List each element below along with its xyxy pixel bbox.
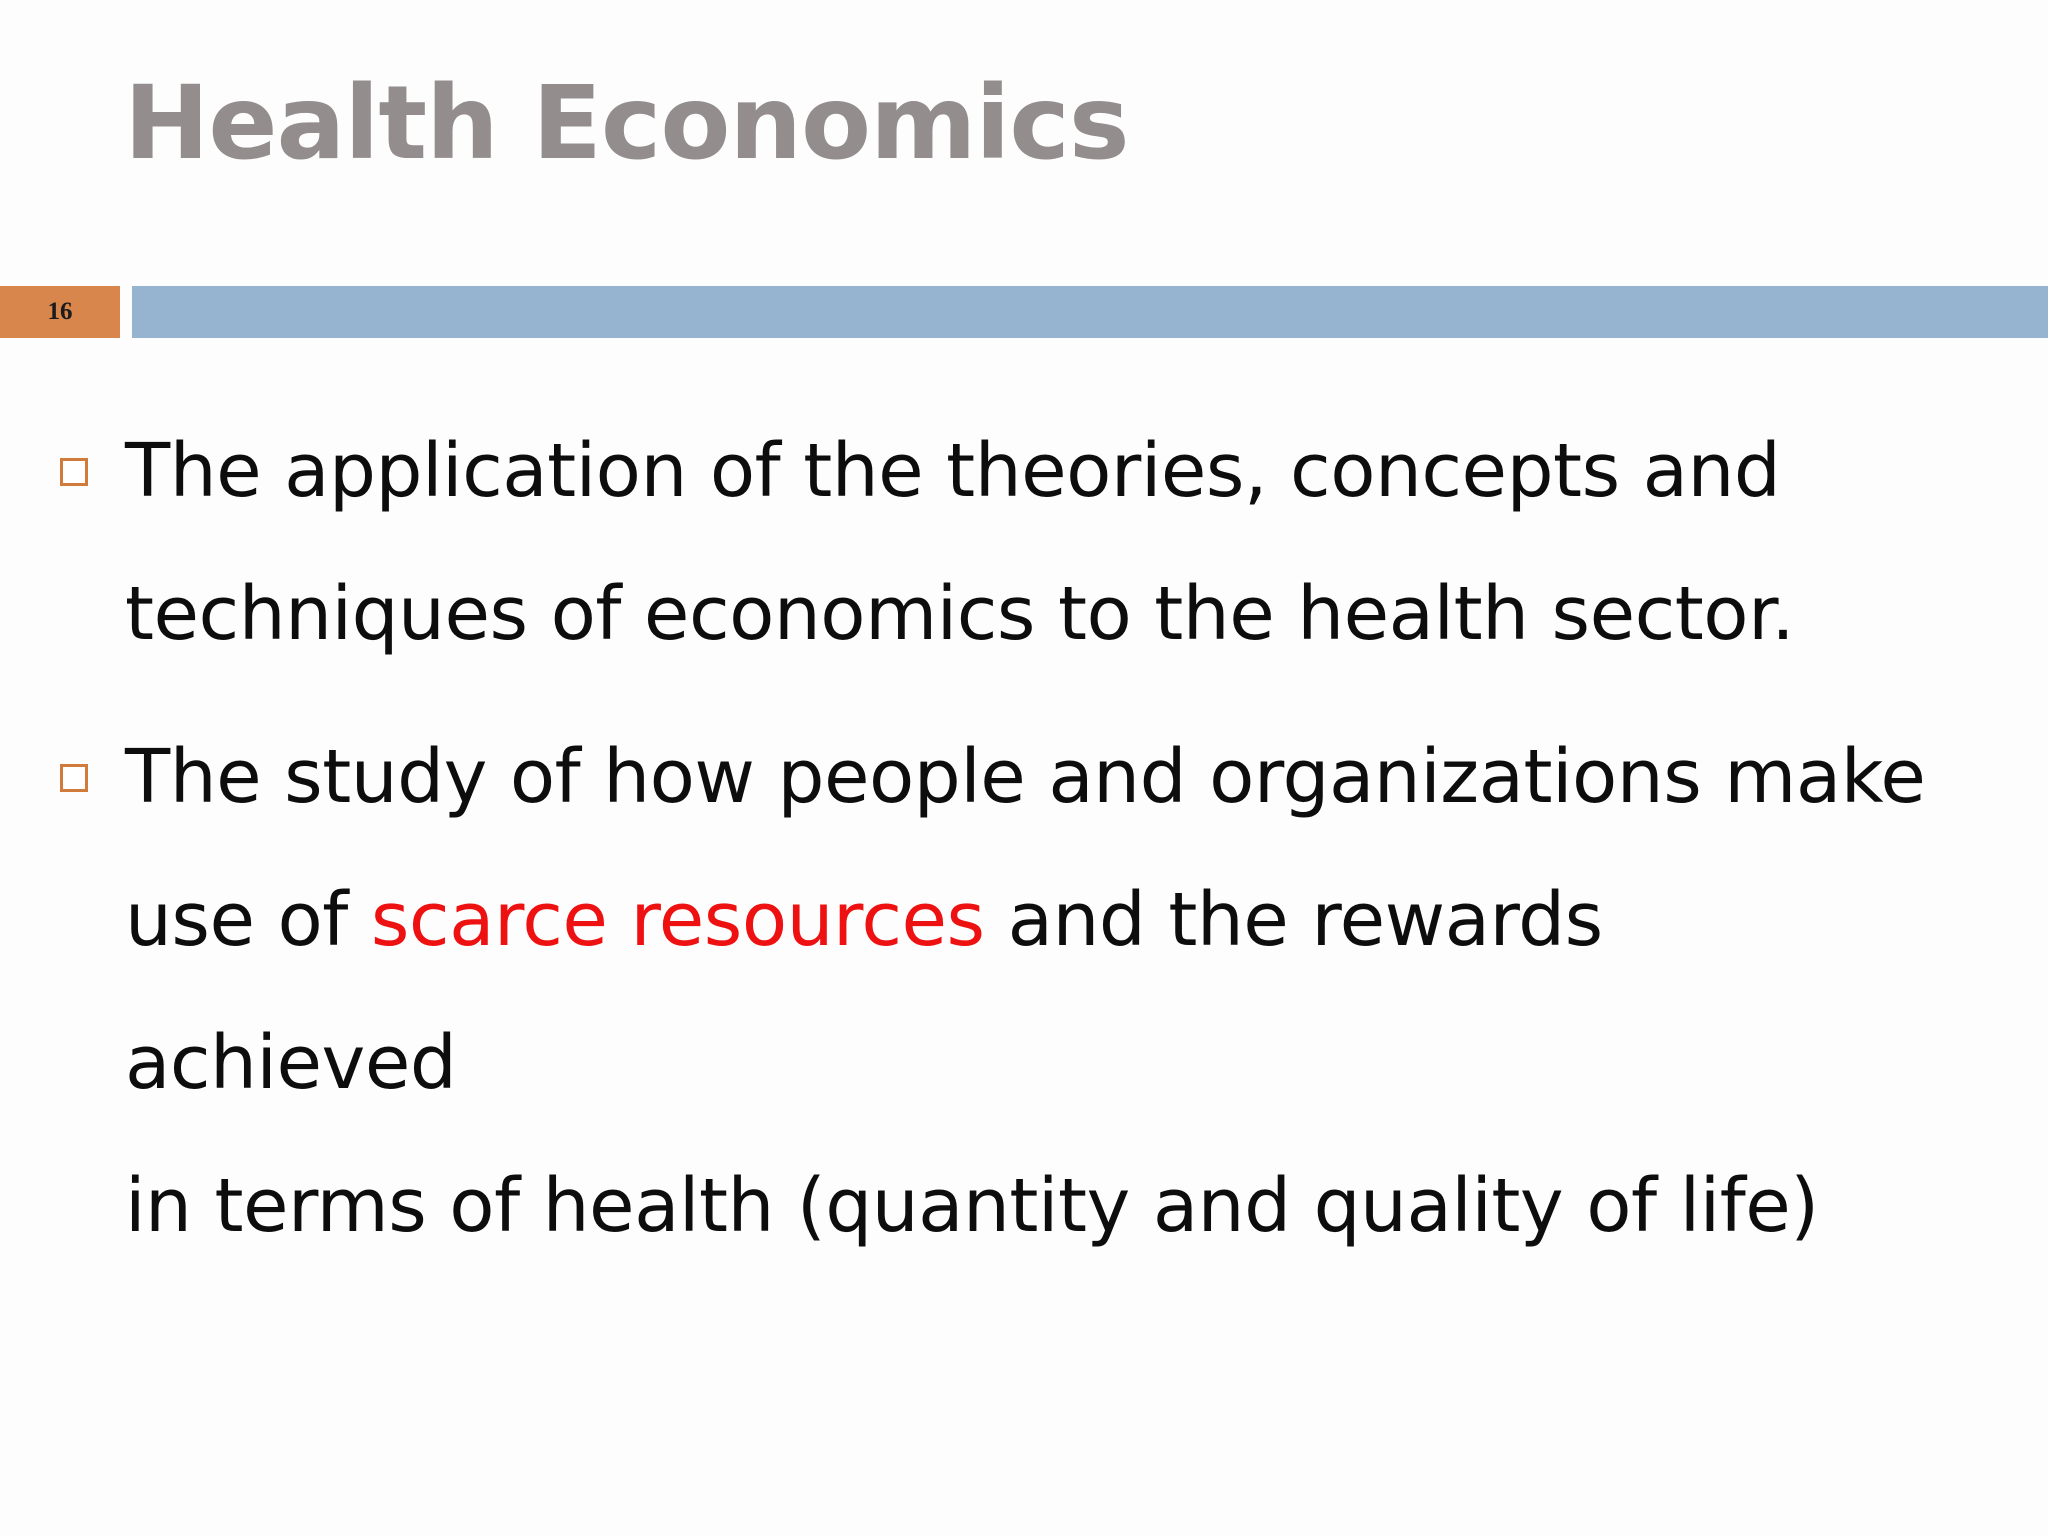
bullet-line: techniques of economics to the health sector.: [125, 571, 1795, 657]
bullet-line: [125, 849, 1945, 1135]
bullet-line: The application of the theories, concepts and: [125, 428, 1781, 514]
page-number: 16: [47, 298, 73, 325]
bullet-text-segment: and the rewards achieved: [125, 877, 1603, 1106]
hollow-square-icon: [60, 458, 88, 486]
highlighted-term: scarce resources: [370, 877, 985, 963]
header-divider-bar: [132, 286, 2048, 338]
bullet-text: [125, 400, 1945, 686]
bullet-line: in terms of health (quantity and quality of life): [125, 1163, 1819, 1249]
bullet-item: [0, 400, 2048, 686]
bullet-line: The study of how people and organizations make: [125, 734, 1926, 820]
bullet-text: [125, 706, 1945, 1278]
bullet-item: [0, 706, 2048, 1278]
hollow-square-icon: [60, 764, 88, 792]
page-number-badge: [0, 286, 120, 338]
bullet-text-segment: use of: [125, 877, 371, 963]
bullet-list: [0, 400, 2048, 1298]
slide-title: Health Economics: [124, 64, 1129, 183]
